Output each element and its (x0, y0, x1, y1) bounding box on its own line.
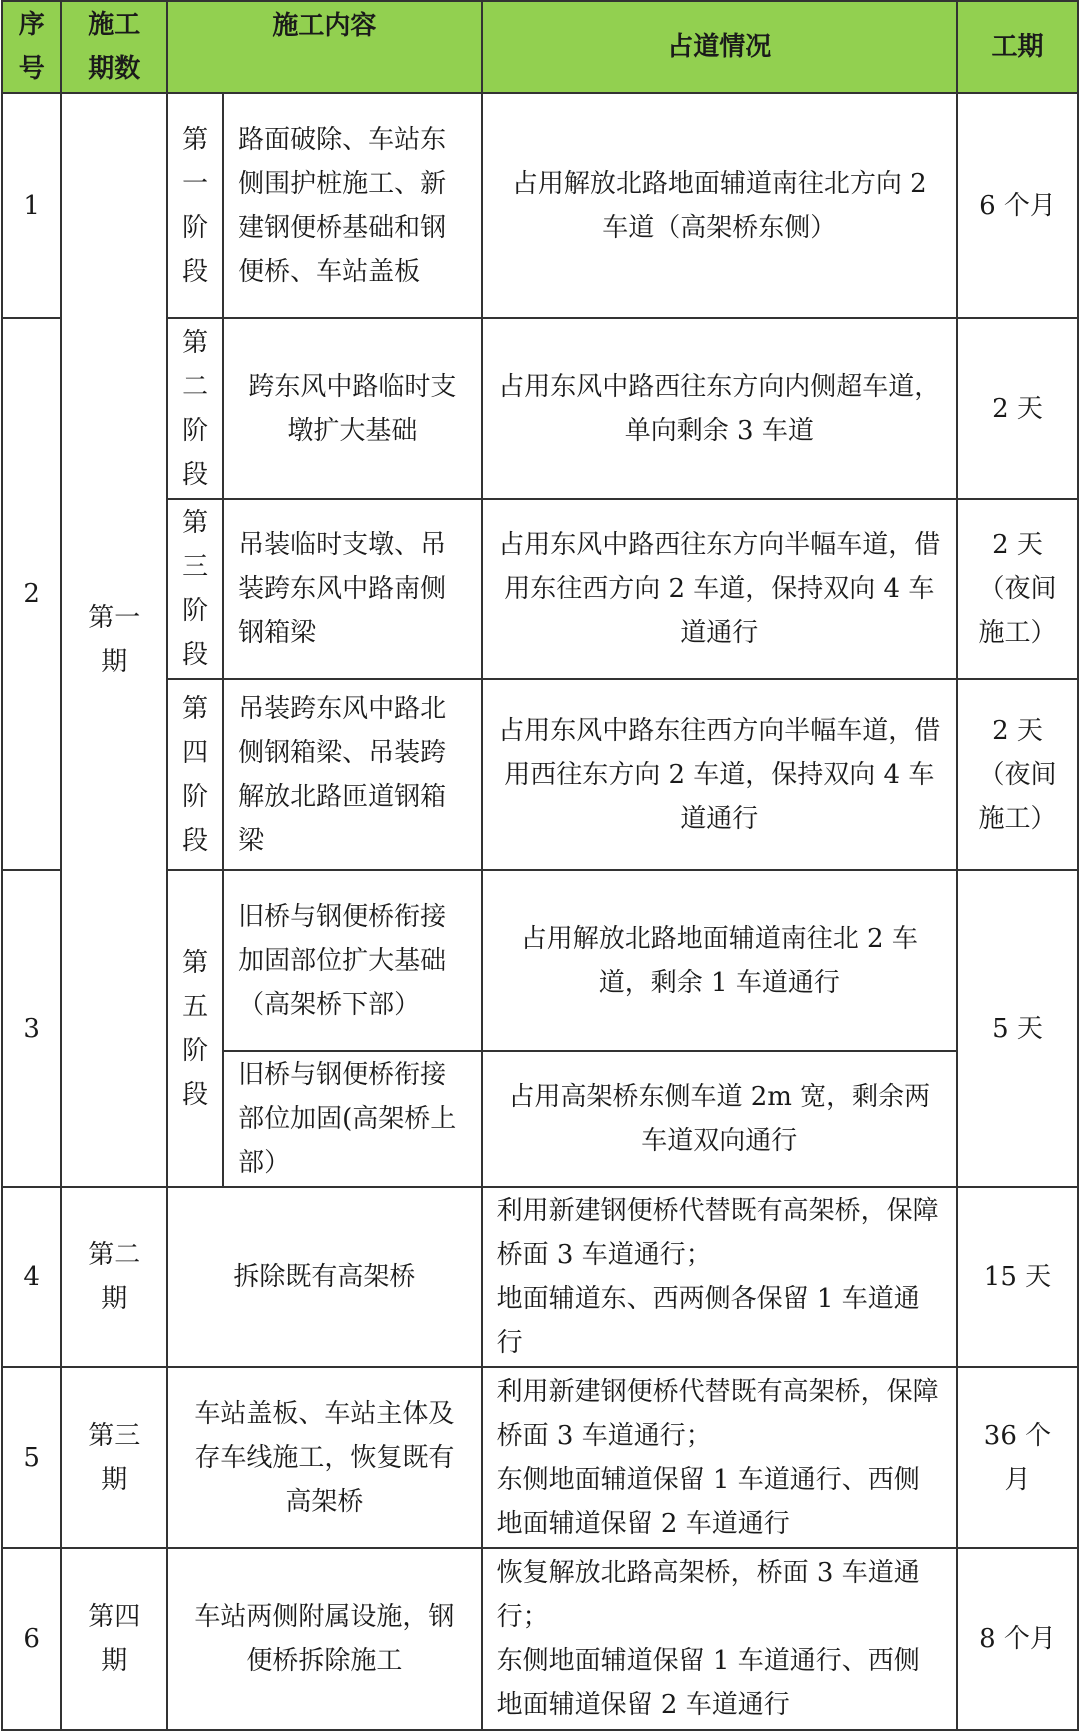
construction-schedule-table (1, 0, 1079, 1731)
occupy-cell: 占用东风中路东往西方向半幅车道，借用西往东方向 2 车道，保持双向 4 车道通行 (482, 679, 957, 870)
occupy-cell: 占用东风中路西往东方向半幅车道，借用东往西方向 2 车道，保持双向 4 车道通行 (482, 499, 957, 679)
header-period: 施工 期数 (61, 1, 167, 93)
occupy-cell: 利用新建钢便桥代替既有高架桥，保障桥面 3 车道通行； 东侧地面辅道保留 1 车道通行、西侧地面辅道保留 2 车道通行 (482, 1367, 957, 1548)
content-cell: 车站两侧附属设施，钢便桥拆除施工 (167, 1548, 482, 1730)
table-row (2, 1187, 1078, 1367)
header-seq: 序 号 (2, 1, 61, 93)
occupy-cell: 占用高架桥东侧车道 2m 宽，剩余两车道双向通行 (482, 1051, 957, 1187)
duration-cell: 6 个月 (957, 93, 1078, 318)
duration-cell: 2 天 (957, 318, 1078, 499)
seq-cell: 1 (2, 93, 61, 318)
content-cell: 吊装临时支墩、吊装跨东风中路南侧钢箱梁 (223, 499, 482, 679)
stage-cell: 第 五 阶 段 (167, 870, 223, 1187)
stage-cell: 第 三 阶 段 (167, 499, 223, 679)
content-cell: 路面破除、车站东侧围护桩施工、新建钢便桥基础和钢便桥、车站盖板 (223, 93, 482, 318)
table-row (2, 1548, 1078, 1730)
content-cell: 旧桥与钢便桥衔接部位加固(高架桥上部） (223, 1051, 482, 1187)
seq-cell: 5 (2, 1367, 61, 1548)
table-row (2, 93, 1078, 318)
duration-cell: 5 天 (957, 870, 1078, 1187)
seq-cell: 6 (2, 1548, 61, 1730)
duration-cell: 2 天 （夜间 施工） (957, 499, 1078, 679)
occupy-cell: 利用新建钢便桥代替既有高架桥，保障桥面 3 车道通行； 地面辅道东、西两侧各保留 1 车道通行 (482, 1187, 957, 1367)
duration-cell: 15 天 (957, 1187, 1078, 1367)
duration-cell: 8 个月 (957, 1548, 1078, 1730)
stage-cell: 第 一 阶 段 (167, 93, 223, 318)
occupy-cell: 恢复解放北路高架桥，桥面 3 车道通行； 东侧地面辅道保留 1 车道通行、西侧地面辅道保留 2 车道通行 (482, 1548, 957, 1730)
content-cell: 跨东风中路临时支墩扩大基础 (223, 318, 482, 499)
stage-cell: 第 二 阶 段 (167, 318, 223, 499)
header-row (2, 1, 1078, 93)
period-cell: 第四 期 (61, 1548, 167, 1730)
duration-cell: 2 天 （夜间 施工） (957, 679, 1078, 870)
table-row (2, 1367, 1078, 1548)
occupy-cell: 占用解放北路地面辅道南往北 2 车道，剩余 1 车道通行 (482, 870, 957, 1051)
seq-cell: 2 (2, 318, 61, 870)
duration-cell: 36 个 月 (957, 1367, 1078, 1548)
seq-cell: 4 (2, 1187, 61, 1367)
header-duration: 工期 (957, 1, 1078, 93)
content-cell: 车站盖板、车站主体及存车线施工，恢复既有高架桥 (167, 1367, 482, 1548)
period-cell: 第三 期 (61, 1367, 167, 1548)
occupy-cell: 占用解放北路地面辅道南往北方向 2 车道（高架桥东侧） (482, 93, 957, 318)
period-cell: 第一 期 (61, 93, 167, 1187)
seq-cell: 3 (2, 870, 61, 1187)
period-cell: 第二 期 (61, 1187, 167, 1367)
content-cell: 拆除既有高架桥 (167, 1187, 482, 1367)
content-cell: 吊装跨东风中路北侧钢箱梁、吊装跨解放北路匝道钢箱梁 (223, 679, 482, 870)
header-occupy: 占道情况 (482, 1, 957, 93)
occupy-cell: 占用东风中路西往东方向内侧超车道，单向剩余 3 车道 (482, 318, 957, 499)
stage-cell: 第 四 阶 段 (167, 679, 223, 870)
content-cell: 旧桥与钢便桥衔接加固部位扩大基础（高架桥下部） (223, 870, 482, 1051)
header-content: 施工内容 (167, 1, 482, 93)
